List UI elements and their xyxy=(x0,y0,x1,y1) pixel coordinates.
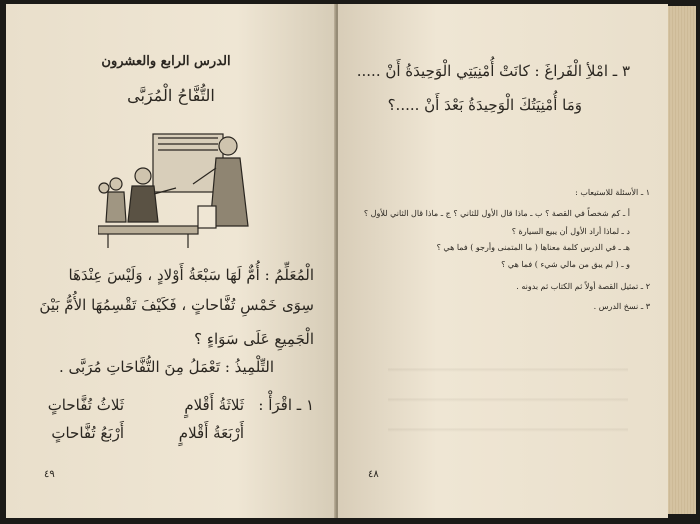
page-number: ٤٩ xyxy=(44,469,55,480)
page-edges xyxy=(668,6,696,514)
activity-item: ٢ ـ تمثيل القصة أولاً ثم الكتاب ثم بدونه . xyxy=(516,282,650,291)
exercise-item: أَرْبَعُ تُفَّاحاتٍ xyxy=(51,424,124,442)
left-page xyxy=(6,4,336,518)
show-through-text xyxy=(388,354,628,444)
exercise-label: ١ ـ اقْرَأْ : xyxy=(258,396,314,414)
right-page xyxy=(338,4,668,518)
classroom-illustration xyxy=(98,126,268,251)
questions-heading: ١ ـ الأسئلة للاستيعاب : xyxy=(575,188,650,197)
dialogue-line: الْجَمِيعِ عَلَى سَوَاءٍ ؟ xyxy=(194,330,314,348)
question-item: و ـ ( لم يبق من مالي شيء ) فما هي ؟ xyxy=(501,260,630,269)
open-book xyxy=(6,4,696,518)
dialogue-line: التِّلْمِيذُ : تَعْمَلُ مِنَ التُّفَّاحَاتِ مُرَبَّى . xyxy=(58,358,274,376)
lesson-title: الدرس الرابع والعشرون xyxy=(101,54,231,69)
exercise-item: ثَلاثُ تُفَّاحاتٍ xyxy=(47,396,124,414)
question-item: أ ـ كم شخصاً في القصة ؟ ب ـ ماذا قال الأول للثاني ؟ ج ـ ماذا قال الثاني للأول ؟ xyxy=(363,209,630,218)
dialogue-line: الْمُعَلِّمُ : أُمٌّ لَهَا سَبْعَةُ أَوْلادٍ ، وَلَيْسَ عِنْدَهَا xyxy=(68,266,314,284)
fill-blank-line: ٣ ـ امْلأِ الْفَراغَ : كانَتْ أُمْنِيَتِي الْوَحِيدَةُ أَنْ ..... xyxy=(356,62,630,80)
question-item: د ـ لماذا أراد الأول أن يبيع السيارة ؟ xyxy=(511,227,630,236)
question-item: هـ ـ في الدرس كلمة معناها ( ما المتمنى وأرجو ) فما هي ؟ xyxy=(436,243,630,252)
fill-blank-line: وَمَا أُمْنِيَتُكَ الْوَحِيدَةُ بَعْدَ أَنْ .....؟ xyxy=(387,96,582,114)
lesson-subtitle: التُّفَّاحُ الْمُرَبَّى xyxy=(127,86,215,105)
activity-item: ٣ ـ نسخ الدرس . xyxy=(593,302,650,311)
exercise-item: ثَلاثَةُ أَقْلامٍ xyxy=(184,396,244,414)
dialogue-line: سِوَى خَمْسِ تُفَّاحاتٍ ، فَكَيْفَ تَقْسِمُهَا الأُمُّ بَيْنَ xyxy=(39,296,314,314)
page-number: ٤٨ xyxy=(368,469,379,480)
exercise-item: أَرْبَعَةُ أَقْلامٍ xyxy=(178,424,244,442)
